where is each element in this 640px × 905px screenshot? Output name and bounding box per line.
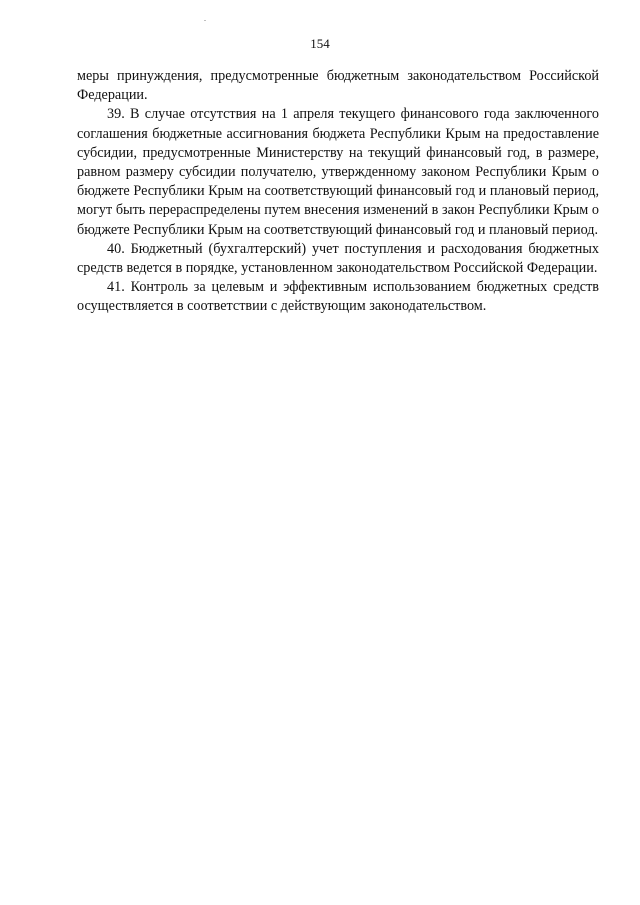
paragraph-item-39: 39. В случае отсутствия на 1 апреля текущего финансового года заключенного соглашения бюджетные ассигнования бюджета Республики Крым на предоставление субсидии, предусмотренные Министерству на текущий финансовый год, в размере, равном размеру субсидии получателю, утвержденному законом Республики Крым о бюджете Республики Крым на соответствующий финансовый год и плановый период, могут быть перераспределены путем внесения изменений в закон Республики Крым о бюджете Республики Крым на соответствующий финансовый год и плановый период.: [77, 106, 599, 238]
paragraph-item-41: 41. Контроль за целевым и эффективным использованием бюджетных средств осуществляется в соответствии с действующим законодательством.: [77, 279, 599, 315]
page-number: 154: [310, 36, 330, 51]
paragraph-continuation: меры принуждения, предусмотренные бюджетным законодательством Российской Федерации.: [77, 68, 599, 104]
paragraph-item-40: 40. Бюджетный (бухгалтерский) учет поступления и расходования бюджетных средств ведется в порядке, установленном законодательством Российской Федерации.: [77, 240, 599, 277]
scan-speck: [204, 20, 206, 21]
document-body: [77, 67, 599, 317]
